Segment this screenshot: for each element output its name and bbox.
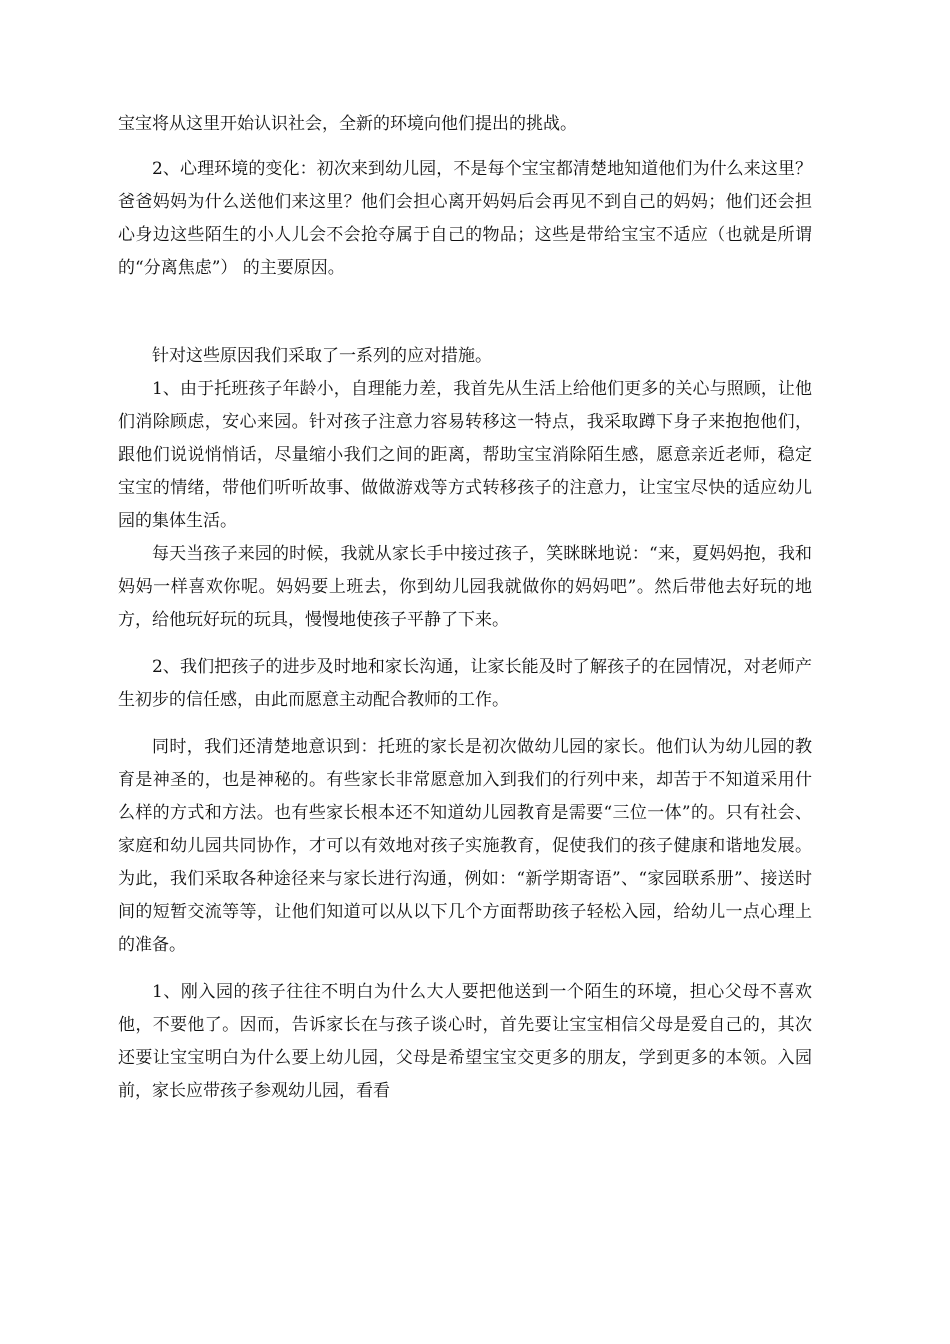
paragraph-parent-tip-1: 1、刚入园的孩子往往不明白为什么大人要把他送到一个陌生的环境，担心父母不喜欢他，不要他了。因而，告诉家长在与孩子谈心时，首先要让宝宝相信父母是爱自己的，其次还要让宝宝明白为什么要上幼儿园，父母是希望宝宝交更多的朋友，学到更多的本领。入园前，家长应带孩子参观幼儿园，看看 <box>118 982 812 1101</box>
paragraph-parent-awareness: 同时，我们还清楚地意识到：托班的家长是初次做幼儿园的家长。他们认为幼儿园的教育是神圣的，也是神秘的。有些家长非常愿意加入到我们的行列中来，却苦于不知道采用什么样的方式和方法。也有些家长根本还不知道幼儿园教育是需要“三位一体”的。只有社会、家庭和幼儿园共同协作，才可以有效地对孩子实施教育，促使我们的孩子健康和谐地发展。为此，我们采取各种途径来与家长进行沟通，例如：“新学期寄语”、“家园联系册”、接送时间的短暂交流等等，让他们知道可以从以下几个方面帮助孩子轻松入园，给幼儿一点心理上的准备。 <box>118 737 812 955</box>
document-body <box>118 108 812 1108</box>
paragraph-continuation: 宝宝将从这里开始认识社会，全新的环境向他们提出的挑战。 <box>118 114 577 134</box>
paragraph-measure-2: 2、我们把孩子的进步及时地和家长沟通，让家长能及时了解孩子的在园情况，对老师产生初步的信任感，由此而愿意主动配合教师的工作。 <box>118 657 812 710</box>
paragraph-daily-greeting: 每天当孩子来园的时候，我就从家长手中接过孩子，笑眯眯地说：“来，夏妈妈抱，我和妈妈一样喜欢你呢。妈妈要上班去，你到幼儿园我就做你的妈妈吧”。然后带他去好玩的地方，给他玩好玩的玩具，慢慢地使孩子平静了下来。 <box>118 544 812 630</box>
paragraph-measures-intro: 针对这些原因我们采取了一系列的应对措施。 <box>152 346 492 366</box>
paragraph-psychological-change: 2、心理环境的变化：初次来到幼儿园，不是每个宝宝都清楚地知道他们为什么来这里？爸爸妈妈为什么送他们来这里？他们会担心离开妈妈后会再见不到自己的妈妈；他们还会担心身边这些陌生的小人儿会不会抢夺属于自己的物品；这些是带给宝宝不适应（也就是所谓的“分离焦虑”） 的主要原因。 <box>118 159 812 278</box>
paragraph-measure-1: 1、由于托班孩子年龄小，自理能力差，我首先从生活上给他们更多的关心与照顾，让他们消除顾虑，安心来园。针对孩子注意力容易转移这一特点，我采取蹲下身子来抱抱他们，跟他们说说悄悄话，尽量缩小我们之间的距离，帮助宝宝消除陌生感，愿意亲近老师，稳定宝宝的情绪，带他们听听故事、做做游戏等方式转移孩子的注意力，让宝宝尽快的适应幼儿园的集体生活。 <box>118 379 812 531</box>
